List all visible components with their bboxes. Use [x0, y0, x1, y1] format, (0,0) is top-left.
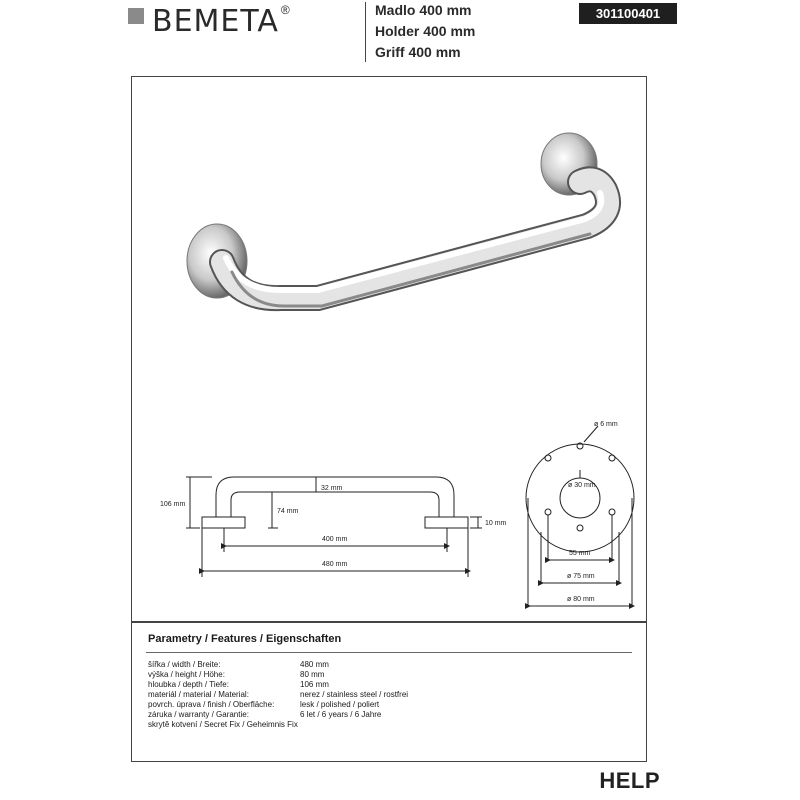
right-base-plate	[425, 517, 468, 528]
features-title: Parametry / Features / Eigenschaften	[148, 633, 342, 645]
feature-value-depth: 106 mm	[300, 680, 329, 689]
brand-name: BEMETA	[152, 4, 279, 39]
feature-label-depth: hloubka / depth / Tiefe:	[148, 680, 229, 689]
product-name-cz: Madlo 400 mm	[375, 2, 472, 18]
dim-label-inner: ø 30 mm	[568, 482, 596, 489]
feature-value-width: 480 mm	[300, 660, 329, 669]
feature-label-material: materiál / material / Material:	[148, 690, 249, 699]
dim-leader-screw	[584, 426, 598, 442]
bar-inner-outline	[231, 492, 439, 517]
dim-label-tube: 32 mm	[321, 485, 343, 492]
bar-outer-outline	[216, 477, 454, 517]
feature-value-warranty: 6 let / 6 years / 6 Jahre	[300, 710, 382, 719]
feature-label-warranty: záruka / warranty / Garantie:	[148, 710, 249, 719]
dim-label-mid: ø 75 mm	[567, 573, 595, 580]
dim-label-hole-spacing: 55 mm	[569, 550, 591, 557]
registered-mark: ®	[280, 3, 290, 17]
feature-value-height: 80 mm	[300, 670, 325, 679]
product-name-en: Holder 400 mm	[375, 23, 476, 39]
dim-label-outer: ø 80 mm	[567, 596, 595, 603]
feature-label-height: výška / height / Höhe:	[148, 670, 225, 679]
feature-label-secret-fix: skrytě kotvení / Secret Fix / Geheimnis Fix	[148, 720, 298, 729]
dim-label-inner-height: 74 mm	[277, 508, 299, 515]
dim-label-screw: ø 6 mm	[594, 421, 618, 428]
dim-label-total-height: 106 mm	[160, 501, 186, 508]
grab-bar-photo	[187, 133, 608, 306]
rosette-outer-circle	[526, 444, 634, 552]
features-box	[131, 622, 647, 762]
dim-label-plate: 10 mm	[485, 520, 507, 527]
feature-label-width: šířka / width / Breite:	[148, 660, 221, 669]
feature-label-finish: povrch. úprava / finish / Oberfläche:	[148, 700, 275, 709]
feature-value-finish: lesk / polished / poliert	[300, 700, 380, 709]
dim-label-480: 480 mm	[322, 561, 348, 568]
series-name: HELP	[599, 768, 660, 793]
feature-value-material: nerez / stainless steel / rostfrei	[300, 690, 409, 699]
product-code: 301100401	[579, 3, 677, 24]
rosette-hole	[545, 455, 551, 461]
dim-label-400: 400 mm	[322, 536, 348, 543]
features-divider	[146, 652, 632, 653]
left-base-plate	[202, 517, 245, 528]
product-name-de: Griff 400 mm	[375, 44, 461, 60]
